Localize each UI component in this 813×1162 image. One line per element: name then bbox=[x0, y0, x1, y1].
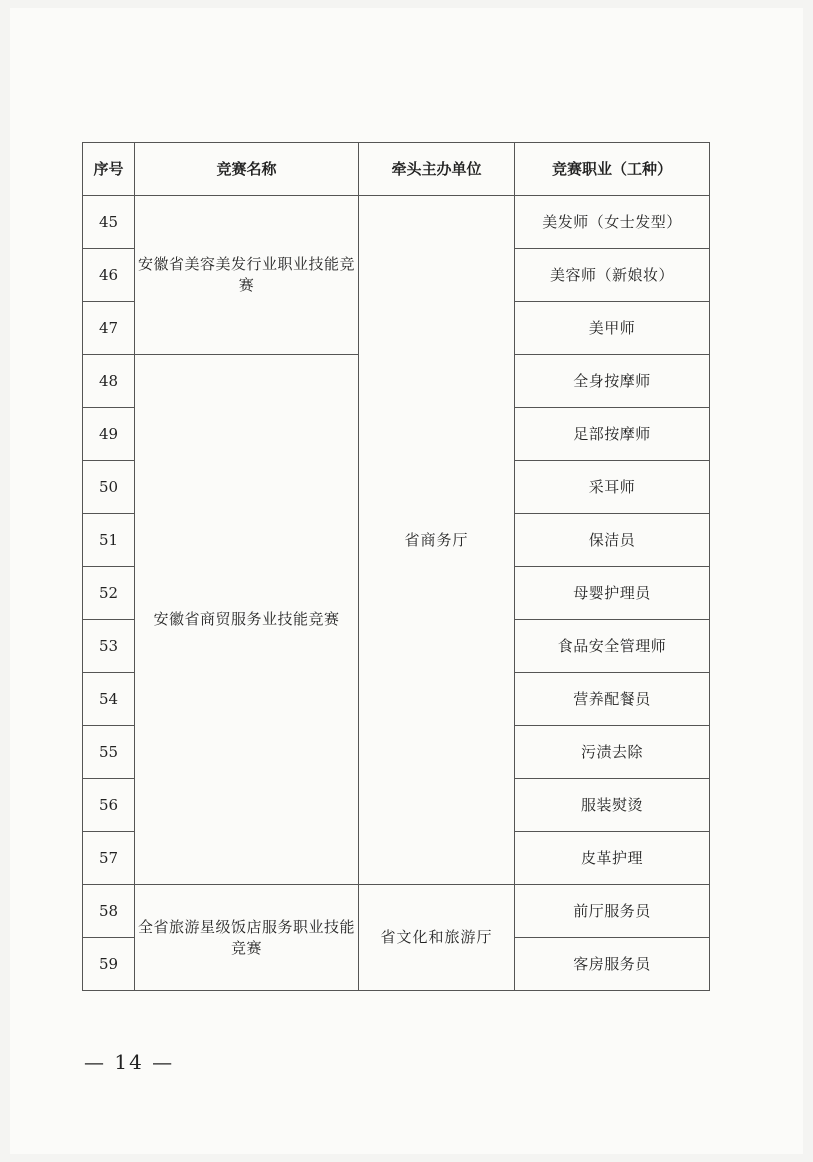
competition-name-cell: 安徽省美容美发行业职业技能竞赛 bbox=[135, 196, 359, 355]
row-number: 57 bbox=[83, 832, 135, 885]
header-competition-name: 竞赛名称 bbox=[135, 143, 359, 196]
row-number: 49 bbox=[83, 408, 135, 461]
row-number: 56 bbox=[83, 779, 135, 832]
row-number: 48 bbox=[83, 355, 135, 408]
table-row bbox=[83, 196, 710, 249]
occupation-cell: 皮革护理 bbox=[515, 832, 710, 885]
occupation-cell: 美发师（女士发型） bbox=[515, 196, 710, 249]
row-number: 46 bbox=[83, 249, 135, 302]
header-occupation: 竞赛职业（工种） bbox=[515, 143, 710, 196]
row-number: 47 bbox=[83, 302, 135, 355]
occupation-cell: 美容师（新娘妆） bbox=[515, 249, 710, 302]
row-number: 45 bbox=[83, 196, 135, 249]
row-number: 52 bbox=[83, 567, 135, 620]
occupation-cell: 足部按摩师 bbox=[515, 408, 710, 461]
row-number: 58 bbox=[83, 885, 135, 938]
row-number: 54 bbox=[83, 673, 135, 726]
row-number: 53 bbox=[83, 620, 135, 673]
table-header-row bbox=[83, 143, 710, 196]
competition-table bbox=[82, 142, 710, 991]
occupation-cell: 营养配餐员 bbox=[515, 673, 710, 726]
occupation-cell: 母婴护理员 bbox=[515, 567, 710, 620]
organizer-cell: 省文化和旅游厅 bbox=[359, 885, 515, 991]
competition-name-cell: 全省旅游星级饭店服务职业技能竞赛 bbox=[135, 885, 359, 991]
row-number: 51 bbox=[83, 514, 135, 567]
table-row bbox=[83, 885, 710, 938]
page-number: — 14 — bbox=[84, 1050, 175, 1074]
occupation-cell: 采耳师 bbox=[515, 461, 710, 514]
occupation-cell: 前厅服务员 bbox=[515, 885, 710, 938]
row-number: 59 bbox=[83, 938, 135, 991]
occupation-cell: 服装熨烫 bbox=[515, 779, 710, 832]
row-number: 55 bbox=[83, 726, 135, 779]
occupation-cell: 食品安全管理师 bbox=[515, 620, 710, 673]
row-number: 50 bbox=[83, 461, 135, 514]
occupation-cell: 客房服务员 bbox=[515, 938, 710, 991]
occupation-cell: 全身按摩师 bbox=[515, 355, 710, 408]
occupation-cell: 污渍去除 bbox=[515, 726, 710, 779]
occupation-cell: 保洁员 bbox=[515, 514, 710, 567]
header-seq: 序号 bbox=[83, 143, 135, 196]
competition-name-cell: 安徽省商贸服务业技能竞赛 bbox=[135, 355, 359, 885]
organizer-cell: 省商务厅 bbox=[359, 196, 515, 885]
occupation-cell: 美甲师 bbox=[515, 302, 710, 355]
header-organizer: 牵头主办单位 bbox=[359, 143, 515, 196]
